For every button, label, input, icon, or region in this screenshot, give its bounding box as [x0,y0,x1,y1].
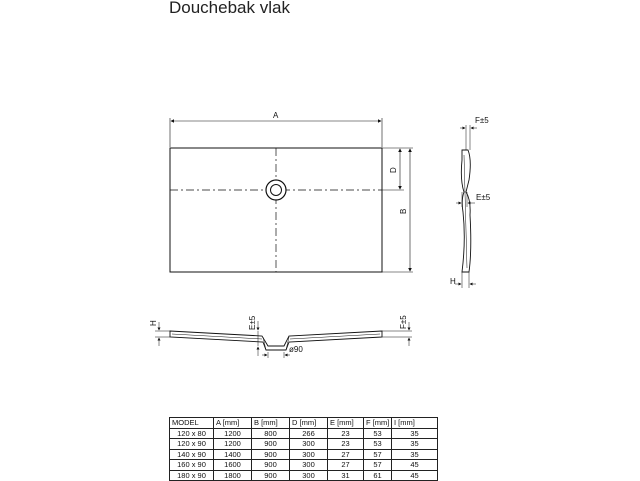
side-h-label: H [450,277,456,286]
table-cell: 61 [364,470,392,481]
table-cell: 1800 [214,470,252,481]
table-cell: 300 [290,460,328,471]
table-cell: 1600 [214,460,252,471]
dimension-a-label: A [273,111,279,120]
table-cell: 57 [364,449,392,460]
table-cell: 45 [392,470,438,481]
table-cell: 900 [252,470,290,481]
table-row [170,460,438,471]
table-cell: 53 [364,439,392,450]
table-cell: 1200 [214,439,252,450]
drain-inner-ring [271,185,282,196]
table-cell: 35 [392,449,438,460]
side-view [450,116,491,288]
dimensions-table [169,417,438,481]
table-header-cell: I [mm] [392,418,438,429]
table-cell: 27 [328,449,364,460]
section-h-label: H [149,320,158,326]
table-cell: 45 [392,460,438,471]
table-cell: 31 [328,470,364,481]
top-view [170,111,413,272]
section-profile-outline [170,331,382,350]
table-cell: 900 [252,460,290,471]
table-header-cell: B [mm] [252,418,290,429]
table-row [170,439,438,450]
page-title: Douchebak vlak [169,0,290,17]
table-cell: 180 x 90 [170,470,214,481]
section-f-tolerance-label: F±5 [399,315,408,329]
table-cell: 300 [290,470,328,481]
table-row [170,449,438,460]
table-header-cell: MODEL [170,418,214,429]
table-cell: 27 [328,460,364,471]
table-cell: 120 x 80 [170,428,214,439]
table-cell: 300 [290,439,328,450]
side-f-tolerance-label: F±5 [475,116,489,125]
cross-section-view [149,315,412,358]
side-e-tolerance-label: E±5 [476,193,491,202]
table-header-cell: F [mm] [364,418,392,429]
table-cell: 266 [290,428,328,439]
table-cell: 900 [252,439,290,450]
table-cell: 23 [328,428,364,439]
table-header-cell: A [mm] [214,418,252,429]
table-header-row [170,418,438,429]
table-row [170,428,438,439]
table-cell: 35 [392,439,438,450]
dimension-b-label: B [399,208,408,214]
table-cell: 140 x 90 [170,449,214,460]
table-header-cell: E [mm] [328,418,364,429]
table-header-cell: D [mm] [290,418,328,429]
table-cell: 800 [252,428,290,439]
table-cell: 120 x 90 [170,439,214,450]
table-cell: 300 [290,449,328,460]
drain-diameter-label: ø90 [289,345,303,354]
table-cell: 53 [364,428,392,439]
table-cell: 23 [328,439,364,450]
table-cell: 1200 [214,428,252,439]
dimension-d-label: D [389,167,398,173]
table-row [170,470,438,481]
side-profile-outline [461,150,470,272]
table-cell: 57 [364,460,392,471]
table-cell: 160 x 90 [170,460,214,471]
table-cell: 1400 [214,449,252,460]
section-e-tolerance-label: E±5 [248,315,257,330]
table-cell: 900 [252,449,290,460]
table-cell: 35 [392,428,438,439]
